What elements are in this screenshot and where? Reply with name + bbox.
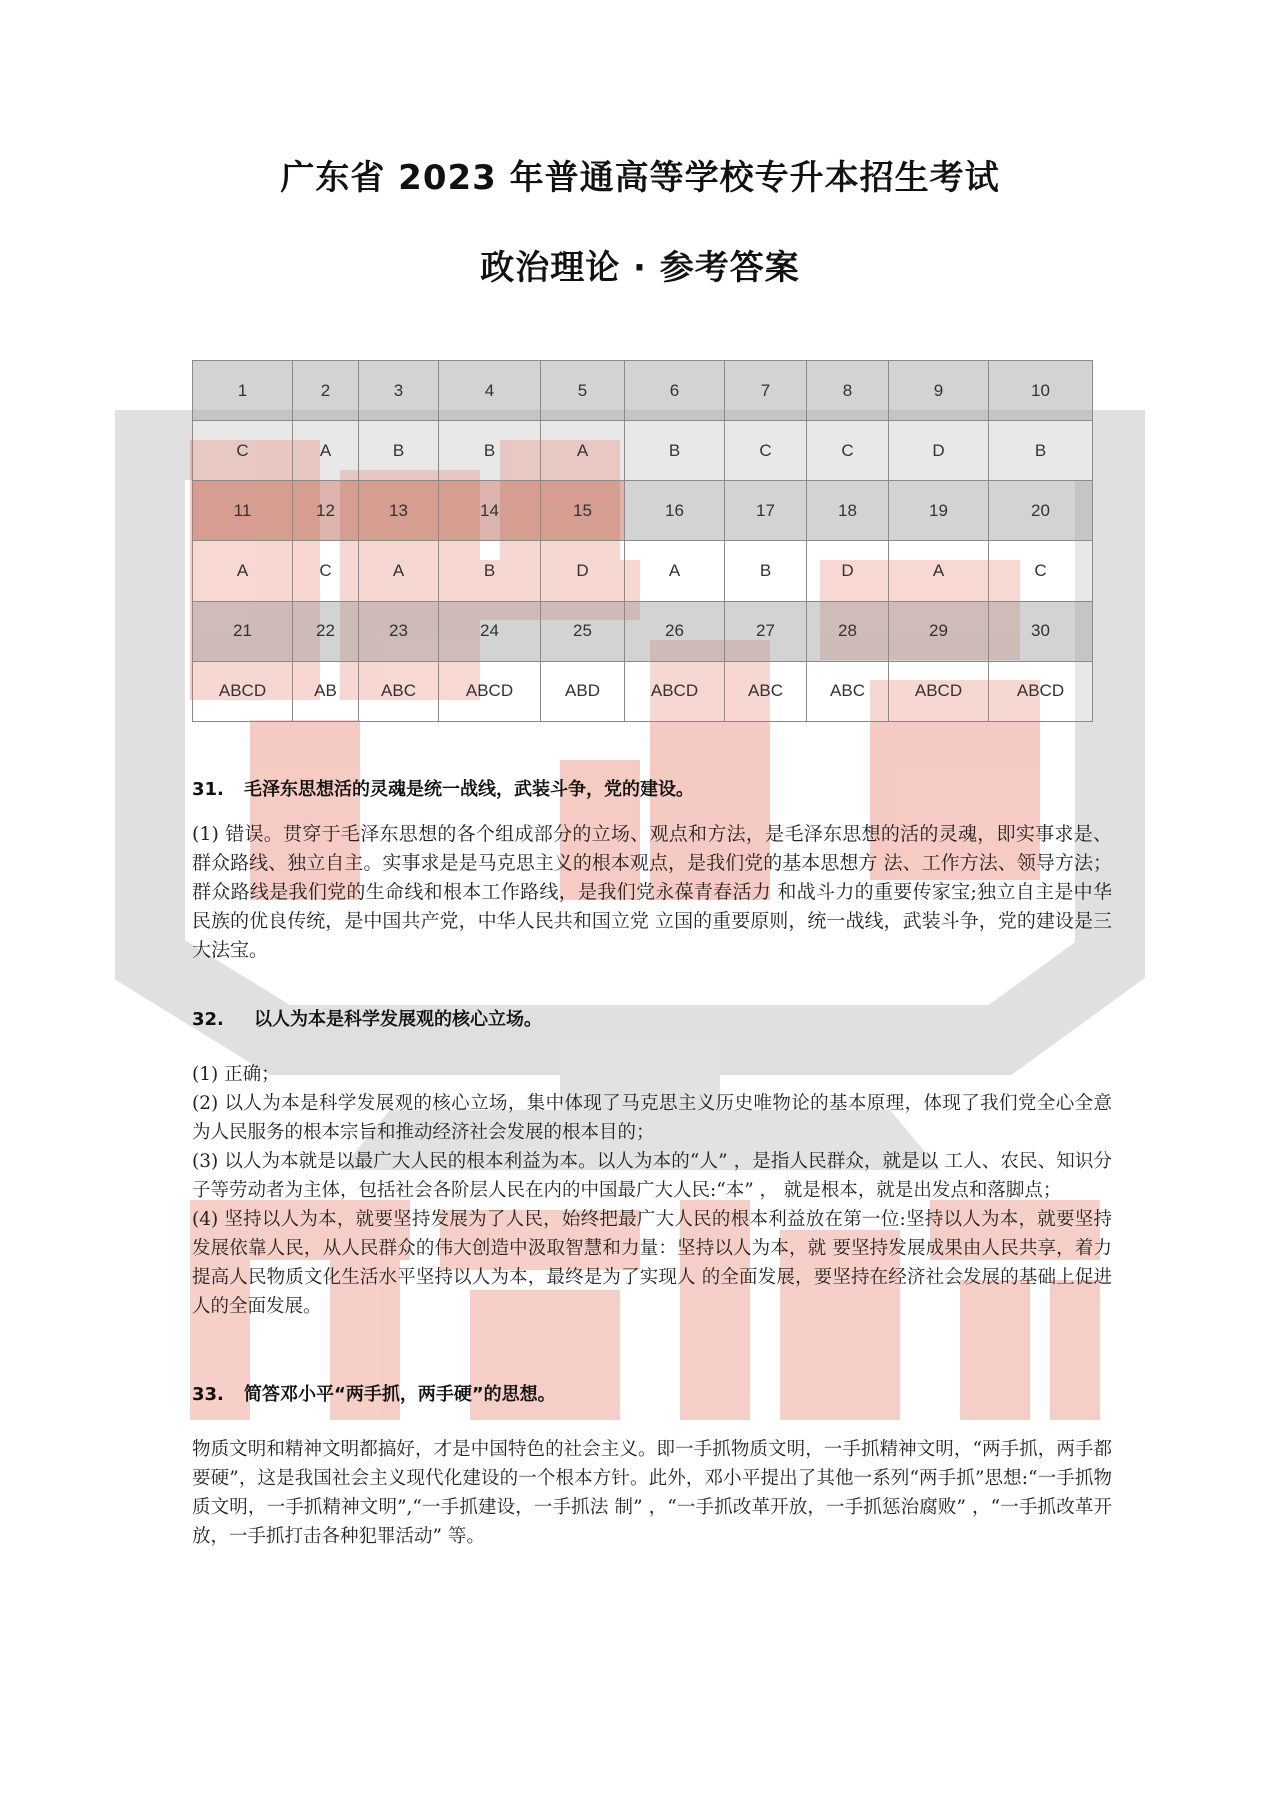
answer-cell: A [889, 541, 989, 601]
answer-cell: A [625, 541, 725, 601]
answer-item-1: (1) 正确； [192, 1064, 280, 1085]
question-number-cell: 3 [359, 361, 439, 421]
question-number-cell: 4 [439, 361, 541, 421]
question-number-cell: 1 [193, 361, 293, 421]
document-title: 广东省 2023 年普通高等学校专升本招生考试 [280, 158, 1000, 198]
question-number-cell: 10 [989, 361, 1093, 421]
question-number-cell: 6 [625, 361, 725, 421]
question-number-cell: 15 [541, 481, 625, 541]
document-subtitle: 政治理论 · 参考答案 [480, 248, 800, 288]
answer-item-2: (2) 以人为本是科学发展观的核心立场，集中体现了马克思主义历史唯物论的基本原理，体现了我们党全心全意为人民服务的根本宗旨和推动经济社会发展的根本目的； [192, 1093, 1112, 1143]
question-33-heading [192, 1380, 556, 1406]
answer-cell: ABC [725, 661, 807, 721]
answer-cell: C [725, 421, 807, 481]
question-number-cell: 23 [359, 601, 439, 661]
answer-cell: B [439, 421, 541, 481]
answer-cell: D [889, 421, 989, 481]
question-32-heading [192, 1005, 542, 1031]
answer-cell: A [193, 541, 293, 601]
question-number-cell: 8 [807, 361, 889, 421]
question-number-cell: 20 [989, 481, 1093, 541]
answer-cell: A [541, 421, 625, 481]
question-number-cell: 18 [807, 481, 889, 541]
answer-cell: ABCD [989, 661, 1093, 721]
answer-paragraph: (1) 错误。贯穿于毛泽东思想的各个组成部分的立场、观点和方法，是毛泽东思想的活的灵魂，即实事求是、群众路线、独立自主。实事求是是马克思主义的根本观点，是我们党的基本思想方 法、工作方法、领导方法；群众路线是我们党的生命线和根本工作路线，是我们党永葆青春活力 和战斗力的重要传家宝;独立自主是中华民族的优良传统，是中国共产党，中华人民共和国立党 立国的重要原则，统一战线，武装斗争，党的建设是三大法宝。 [192, 823, 1112, 961]
question-number-cell: 25 [541, 601, 625, 661]
question-number-cell: 28 [807, 601, 889, 661]
answer-cell: C [193, 421, 293, 481]
question-number-cell: 24 [439, 601, 541, 661]
answer-cell: B [439, 541, 541, 601]
answer-cell: AB [293, 661, 359, 721]
answer-row [193, 541, 1093, 601]
question-number: 32. [192, 1009, 224, 1030]
question-number-cell: 19 [889, 481, 989, 541]
question-number: 31. [192, 779, 224, 800]
question-31-answer [192, 820, 1112, 965]
answer-cell: ABCD [439, 661, 541, 721]
answer-cell: A [293, 421, 359, 481]
answer-cell: B [989, 421, 1093, 481]
question-33-answer [192, 1435, 1112, 1551]
answer-cell: C [989, 541, 1093, 601]
answer-cell: ABCD [193, 661, 293, 721]
question-number: 33. [192, 1384, 224, 1405]
question-number-cell: 5 [541, 361, 625, 421]
answer-cell: ABD [541, 661, 625, 721]
answer-cell: ABC [359, 661, 439, 721]
question-number-row [193, 361, 1093, 421]
answer-cell: B [625, 421, 725, 481]
question-text: 毛泽东思想活的灵魂是统一战线，武装斗争，党的建设。 [244, 779, 694, 800]
question-number-cell: 21 [193, 601, 293, 661]
question-number-cell: 22 [293, 601, 359, 661]
question-text: 简答邓小平“两手抓，两手硬”的思想。 [244, 1384, 556, 1405]
question-32-answer [192, 1060, 1112, 1321]
question-number-cell: 13 [359, 481, 439, 541]
question-number-cell: 30 [989, 601, 1093, 661]
answer-cell: C [293, 541, 359, 601]
question-number-cell: 2 [293, 361, 359, 421]
answer-item-3: (3) 以人为本就是以最广大人民的根本利益为本。以人为本的“人” ，是指人民群众，就是以 工人、农民、知识分子等劳动者为主体，包括社会各阶层人民在内的中国最广大人民:“本” ， 就是根本，就是出发点和落脚点； [192, 1151, 1112, 1201]
question-number-cell: 26 [625, 601, 725, 661]
question-31-heading [192, 775, 694, 801]
answer-cell: ABCD [625, 661, 725, 721]
question-number-cell: 29 [889, 601, 989, 661]
answer-cell: ABC [807, 661, 889, 721]
question-number-row [193, 481, 1093, 541]
question-number-cell: 11 [193, 481, 293, 541]
question-text: 以人为本是科学发展观的核心立场。 [254, 1009, 542, 1030]
question-number-cell: 9 [889, 361, 989, 421]
answer-table [192, 360, 1093, 722]
answer-row [193, 661, 1093, 721]
answer-cell: D [541, 541, 625, 601]
question-number-cell: 16 [625, 481, 725, 541]
answer-cell: B [359, 421, 439, 481]
answer-cell: C [807, 421, 889, 481]
answer-cell: A [359, 541, 439, 601]
answer-row [193, 421, 1093, 481]
answer-paragraph: 物质文明和精神文明都搞好，才是中国特色的社会主义。即一手抓物质文明，一手抓精神文明，“两手抓，两手都要硬”，这是我国社会主义现代化建设的一个根本方针。此外，邓小平提出了其他一系列“两手抓”思想:“一手抓物质文明，一手抓精神文明”,“一手抓建设，一手抓法 制” ，“一手抓改革开放，一手抓惩治腐败” ，“一手抓改革开放，一手抓打击各种犯罪活动” 等。 [192, 1439, 1112, 1547]
answer-cell: D [807, 541, 889, 601]
question-number-cell: 14 [439, 481, 541, 541]
question-number-cell: 12 [293, 481, 359, 541]
question-number-cell: 27 [725, 601, 807, 661]
answer-cell: ABCD [889, 661, 989, 721]
question-number-cell: 7 [725, 361, 807, 421]
question-number-row [193, 601, 1093, 661]
answer-item-4: (4) 坚持以人为本，就要坚持发展为了人民，始终把最广大人民的根本利益放在第一位:坚持以人为本，就要坚持发展依靠人民，从人民群众的伟大创造中汲取智慧和力量：坚持以人为本，就 要坚持发展成果由人民共享，着力提高人民物质文化生活水平坚持以人为本，最终是为了实现人 的全面发展，要坚持在经济社会发展的基础上促进人的全面发展。 [192, 1209, 1112, 1317]
question-number-cell: 17 [725, 481, 807, 541]
answer-cell: B [725, 541, 807, 601]
